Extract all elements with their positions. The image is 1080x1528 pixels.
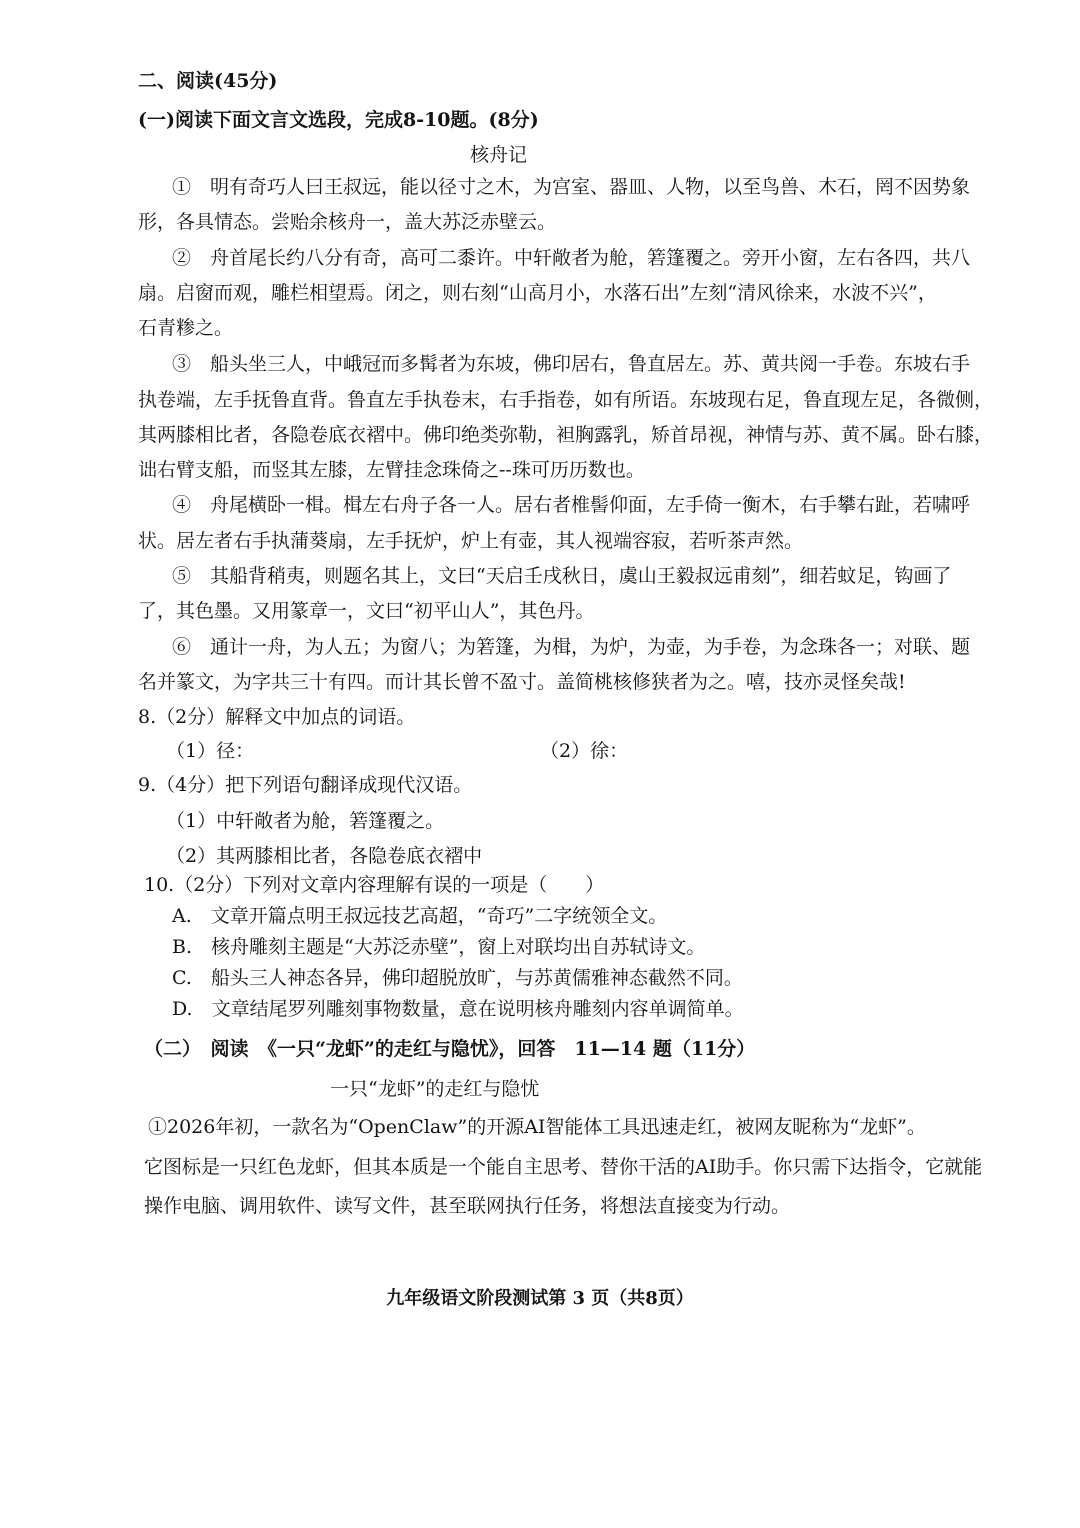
question-10-option: C. 船头三人神态各异，佛印超脱放旷，与苏黄儒雅神态截然不同。	[172, 967, 743, 989]
section-heading: 二、阅读(45分)	[138, 70, 278, 92]
passage1-line: ③ 船头坐三人，中峨冠而多髯者为东坡，佛印居右，鲁直居左。苏、黄共阅一手卷。东坡右手	[172, 353, 971, 375]
question-9-item-1: （1）中轩敞者为舱，箬篷覆之。	[166, 810, 445, 832]
passage1-line: 诎右臂支船，而竖其左膝，左臂挂念珠倚之--珠可历历数也。	[138, 459, 645, 481]
passage1-line: ⑥ 通计一舟，为人五；为窗八；为箬篷，为楫，为炉，为壶，为手卷，为念珠各一；对联、题	[172, 636, 971, 658]
part1-heading: (一)阅读下面文言文选段，完成8-10题。(8分)	[138, 109, 539, 131]
passage1-line: ⑤ 其船背稍夷，则题名其上，文曰“天启壬戌秋日，虞山王毅叔远甫刻”，细若蚊足，钩画了	[172, 565, 952, 587]
part2-heading: （二） 阅读 《一只“龙虾”的走红与隐忧》，回答 11—14 题（11分）	[144, 1038, 756, 1060]
passage1-line: 扇。启窗而观，雕栏相望焉。闭之，则右刻“山高月小，水落石出”左刻“清风徐来，水波不兴”，	[138, 282, 937, 304]
passage1-line: 了，其色墨。又用篆章一，文曰“初平山人”，其色丹。	[138, 600, 595, 622]
passage2-line: 操作电脑、调用软件、读写文件，甚至联网执行任务，将想法直接变为行动。	[144, 1195, 791, 1217]
question-9-stem: 9.（4分）把下列语句翻译成现代汉语。	[138, 774, 473, 796]
question-8-item-2: （2）徐：	[540, 740, 629, 762]
question-10-stem: 10.（2分）下列对文章内容理解有误的一项是（ ）	[144, 874, 605, 896]
passage1-title: 核舟记	[470, 144, 528, 166]
question-10-option: D. 文章结尾罗列雕刻事物数量，意在说明核舟雕刻内容单调简单。	[172, 998, 744, 1020]
passage1-line: ④ 舟尾横卧一楫。楫左右舟子各一人。居右者椎髻仰面，左手倚一衡木，右手攀右趾，若啸呼	[172, 494, 971, 516]
passage1-line: 名并篆文，为字共三十有四。而计其长曾不盈寸。盖简桃核修狭者为之。嘻，技亦灵怪矣哉!	[138, 671, 906, 693]
passage1-line: 其两膝相比者，各隐卷底衣褶中。佛印绝类弥勒，袒胸露乳，矫首昂视，神情与苏、黄不属。卧右膝，	[138, 424, 994, 446]
passage2-line: 它图标是一只红色龙虾，但其本质是一个能自主思考、替你干活的AI助手。你只需下达指令，它就能	[144, 1156, 983, 1178]
question-10-option: B. 核舟雕刻主题是“大苏泛赤壁”，窗上对联均出自苏轼诗文。	[172, 936, 706, 958]
passage1-line: 状。居左者右手执蒲葵扇，左手抚炉，炉上有壶，其人视端容寂，若听茶声然。	[138, 530, 804, 552]
passage1-line: 执卷端，左手抚鲁直背。鲁直左手执卷末，右手指卷，如有所语。东坡现右足，鲁直现左足，各微侧，	[138, 389, 994, 411]
question-10-option: A. 文章开篇点明王叔远技艺高超，“奇巧”二字统领全文。	[172, 905, 668, 927]
page-footer: 九年级语文阶段测试第 3 页（共8页）	[386, 1288, 694, 1309]
passage1-line: ② 舟首尾长约八分有奇，高可二黍许。中轩敞者为舱，箬篷覆之。旁开小窗，左右各四，共八	[172, 247, 971, 269]
question-8-stem: 8.（2分）解释文中加点的词语。	[138, 706, 416, 728]
question-9-item-2: （2）其两膝相比者，各隐卷底衣褶中	[166, 845, 483, 867]
passage1-line: 形，各具情态。尝贻余核舟一，盖大苏泛赤壁云。	[138, 211, 557, 233]
passage1-line: 石青糁之。	[138, 317, 234, 339]
passage1-line: ① 明有奇巧人曰王叔远，能以径寸之木，为宫室、器皿、人物，以至鸟兽、木石，罔不因势象	[172, 176, 971, 198]
question-8-item-1: （1）径：	[166, 740, 255, 762]
passage2-title: 一只“龙虾”的走红与隐忧	[330, 1078, 540, 1100]
passage2-line: ①2026年初，一款名为“OpenClaw”的开源AI智能体工具迅速走红，被网友昵称为“龙虾”。	[148, 1116, 926, 1138]
